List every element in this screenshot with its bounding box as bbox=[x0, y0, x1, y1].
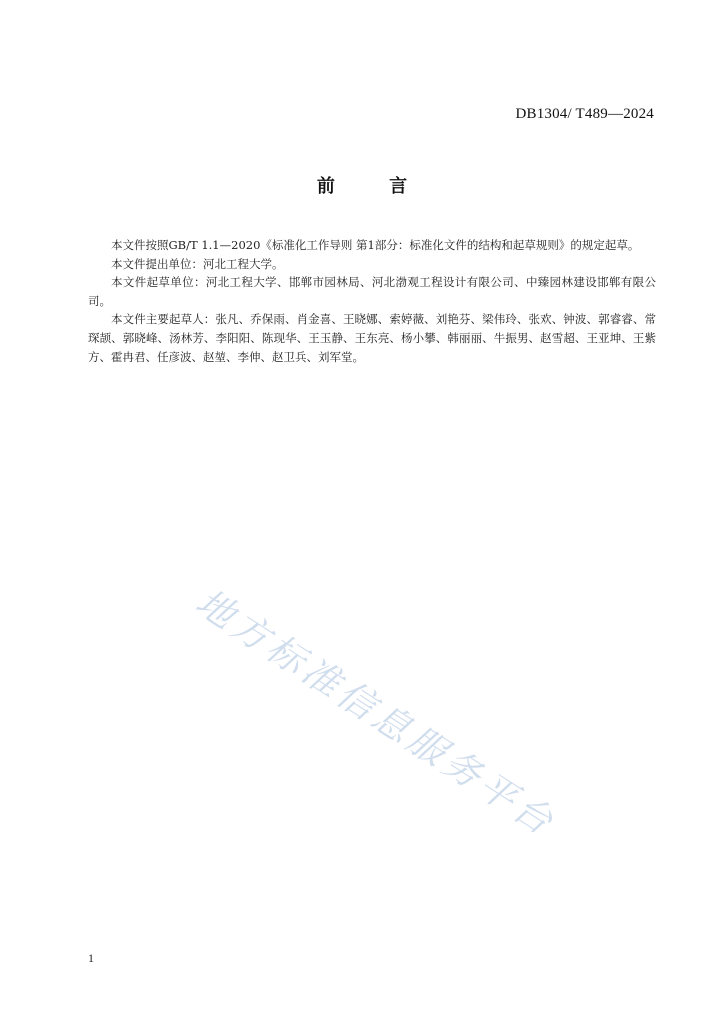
paragraph-drafting-rules: 本文件按照GB/T 1.1—2020《标准化工作导则 第1部分：标准化文件的结构和起草规则》的规定起草。 bbox=[111, 238, 640, 252]
document-code: DB1304/ T489—2024 bbox=[515, 106, 654, 122]
foreword-body bbox=[88, 236, 656, 366]
paragraph-proposer: 本文件提出单位：河北工程大学。 bbox=[111, 256, 284, 271]
paragraph-drafting-units: 本文件起草单位：河北工程大学、邯郸市园林局、河北渤观工程设计有限公司、中臻园林建设邯郸有限公司。 bbox=[88, 275, 656, 308]
watermark: 地方标准信息服务平台 bbox=[188, 580, 564, 846]
paragraph-drafters: 本文件主要起草人：张凡、乔保雨、肖金喜、王晓娜、索婷薇、刘艳芬、梁伟玲、张欢、钟波、郭睿睿、常琛颉、郭晓峰、汤林芳、李阳阳、陈现华、王玉静、王东亮、杨小攀、韩丽丽、牛振男、赵雪超、王亚坤、王紫方、霍冉君、任彦波、赵堃、李伸、赵卫兵、刘军堂。 bbox=[88, 312, 656, 364]
page-number: 1 bbox=[88, 951, 94, 965]
page-title: 前 言 bbox=[316, 176, 432, 197]
